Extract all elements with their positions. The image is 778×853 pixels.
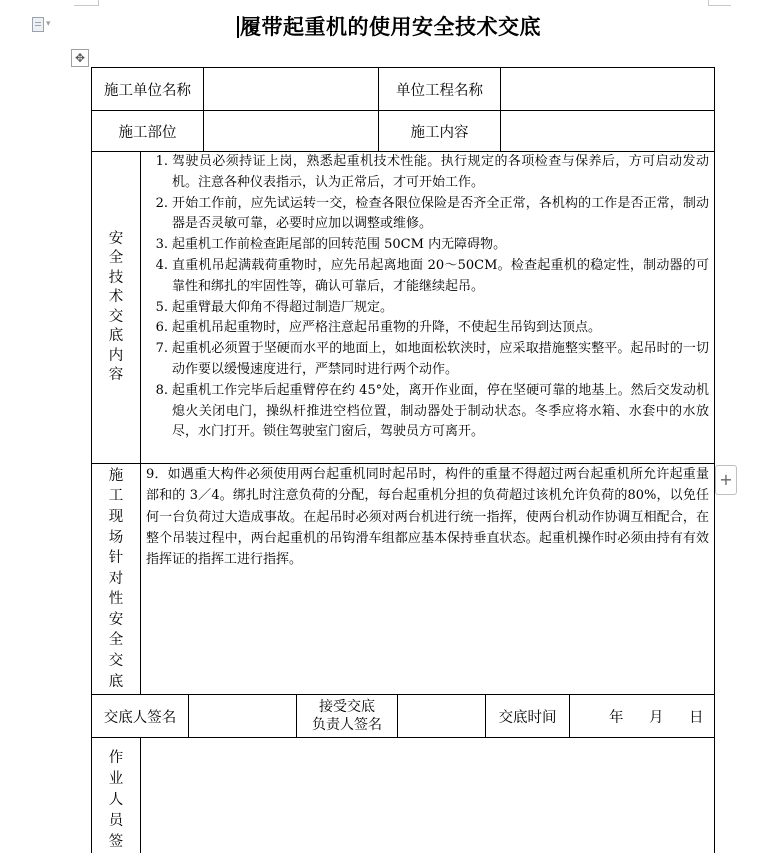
- unit-name-label: 施工单位名称: [104, 82, 191, 99]
- label-char: 现: [108, 508, 124, 525]
- item-text: 起重机工作完毕后起重臂停在约 45°处，离开作业面，停在坚硬可靠的地基上。然后交发动机熄火关闭电门，操纵杆推进空档位置，制动器处于制动状态。冬季应将水箱、水套中的水放尽，水门打开。锁住驾驶室门窗后，驾驶员方可离开。: [172, 382, 709, 440]
- document-title[interactable]: [0, 11, 778, 41]
- receiver-signature-field[interactable]: [398, 695, 485, 737]
- receiver-signature-label: [297, 695, 397, 737]
- move-cross-icon[interactable]: ✥: [71, 49, 89, 67]
- label-char: 针: [108, 550, 124, 567]
- list-item: [146, 318, 709, 339]
- item-number: 8.: [155, 382, 168, 398]
- label-char: 工: [108, 488, 124, 505]
- label-char: 业: [108, 771, 124, 787]
- list-item: [146, 194, 709, 236]
- label-char: 场: [108, 529, 124, 546]
- label-char: 容: [108, 367, 124, 383]
- unit-name-field[interactable]: [204, 68, 378, 110]
- day-label: 日: [689, 710, 704, 726]
- label-char: 交: [108, 653, 124, 670]
- disclosure-date-field[interactable]: [570, 695, 714, 737]
- list-item: [146, 152, 709, 194]
- item-number: 1.: [155, 154, 168, 169]
- item-text: 驾驶员必须持证上岗，熟悉起重机技术性能。执行规定的各项检查与保养后，方可启动发动机。注意各种仪表指示，认为正常后，才可开始工作。: [172, 154, 709, 190]
- receiver-label-line1: 接受交底: [319, 699, 375, 715]
- label-char: 全: [108, 632, 124, 649]
- label-char: 施: [108, 467, 124, 484]
- safety-disclosure-label: [92, 152, 140, 463]
- list-item: [146, 235, 709, 256]
- label-char: 全: [108, 250, 124, 266]
- item-text: 开始工作前，应先试运转一交，检查各限位保险是否齐全正常，各机构的工作是否正常，制动器是否灵敏可靠，必要时应加以调整或维修。: [172, 195, 709, 232]
- site-disclosure-label: [92, 464, 140, 694]
- safety-items-list: [146, 152, 709, 443]
- label-char: 技: [108, 269, 124, 286]
- label-char: 内: [108, 347, 124, 364]
- discloser-signature-label: 交底人签名: [103, 709, 177, 726]
- label-char: 签: [108, 834, 124, 850]
- discloser-signature-field[interactable]: [189, 695, 296, 737]
- item-text: 直重机吊起满载荷重物时，应先吊起离地面 20～50CM。检查起重机的稳定性，制动器的可靠性和绑扎的牢固性等，确认可靠后，才能继续起吊。: [172, 257, 709, 294]
- label-char: 人: [108, 792, 124, 808]
- item-number: 7.: [155, 341, 168, 357]
- item-number: 3.: [155, 237, 168, 253]
- year-label: 年: [609, 710, 624, 726]
- workers-signature-label: [92, 748, 140, 853]
- title-text: 履带起重机的使用安全技术交底: [240, 14, 541, 39]
- project-name-label: 单位工程名称: [396, 82, 483, 99]
- chevron-down-icon: ▾: [46, 18, 51, 29]
- label-char: 交: [108, 308, 124, 325]
- receiver-label-line2: 负责人签名: [312, 717, 382, 733]
- item-text: 起重机工作前检查距尾部的回转范围 50CM 内无障碍物。: [172, 237, 507, 253]
- label-char: 术: [108, 289, 124, 305]
- label-char: 员: [108, 813, 124, 829]
- list-item: [146, 339, 709, 381]
- table-border-right: [714, 67, 715, 853]
- workers-signature-field[interactable]: [141, 738, 714, 853]
- label-char: 安: [108, 230, 124, 247]
- list-item: [146, 298, 709, 319]
- page-corner-mark-right: [708, 0, 731, 6]
- item-number: 2.: [155, 195, 168, 211]
- item-number: 6.: [155, 320, 168, 336]
- item-number: 5.: [155, 299, 168, 315]
- month-label: 月: [649, 710, 664, 726]
- item-text: 起重臂最大仰角不得超过制造厂规定。: [172, 299, 394, 315]
- label-char: 作: [108, 750, 124, 766]
- label-char: 性: [108, 591, 124, 608]
- page-corner-mark-left: [74, 0, 99, 6]
- text-cursor: [237, 16, 239, 38]
- item-number: 4.: [155, 257, 168, 273]
- col-divider: [140, 151, 141, 694]
- safety-disclosure-content[interactable]: [146, 152, 709, 463]
- construction-content-label: 施工内容: [410, 124, 469, 141]
- construction-part-label: 施工部位: [118, 124, 177, 141]
- label-char: 安: [108, 611, 124, 628]
- label-char: 底: [108, 673, 124, 690]
- item-text: 起重机吊起重物时，应严格注意起吊重物的升降，不使起生吊钩到达顶点。: [172, 320, 602, 336]
- site-disclosure-content[interactable]: 9．如遇重大构件必须使用两台起重机同时起吊时，构件的重量不得超过两台起重机所允许起重量部和的 3／4。绑扎时注意负荷的分配，每台起重机分担的负荷超过该机允许负荷的80%，以免任何一台负荷过大造成事故。在起吊时必须对两台机进行统一指挥，使两台机动作协调互相配合，在整个吊装过程中，两台起重机的吊钩滑车组都应基本保持垂直状态。起重机操作时必须由持有有效指挥证的指挥工进行指挥。: [146, 467, 709, 568]
- list-item: [146, 256, 709, 298]
- label-char: 对: [108, 570, 124, 587]
- plus-icon[interactable]: +: [715, 465, 737, 495]
- construction-part-field[interactable]: [204, 111, 378, 151]
- project-name-field[interactable]: [501, 68, 714, 110]
- construction-content-field[interactable]: [501, 111, 714, 151]
- item-text: 起重机必须置于坚硬而水平的地面上，如地面松软浃时，应采取措施整实整平。起吊时的一切动作要以缓慢速度进行，严禁同时进行两个动作。: [172, 341, 709, 377]
- list-item: [146, 381, 709, 443]
- disclosure-time-label: 交底时间: [498, 709, 557, 726]
- label-char: 底: [108, 328, 124, 344]
